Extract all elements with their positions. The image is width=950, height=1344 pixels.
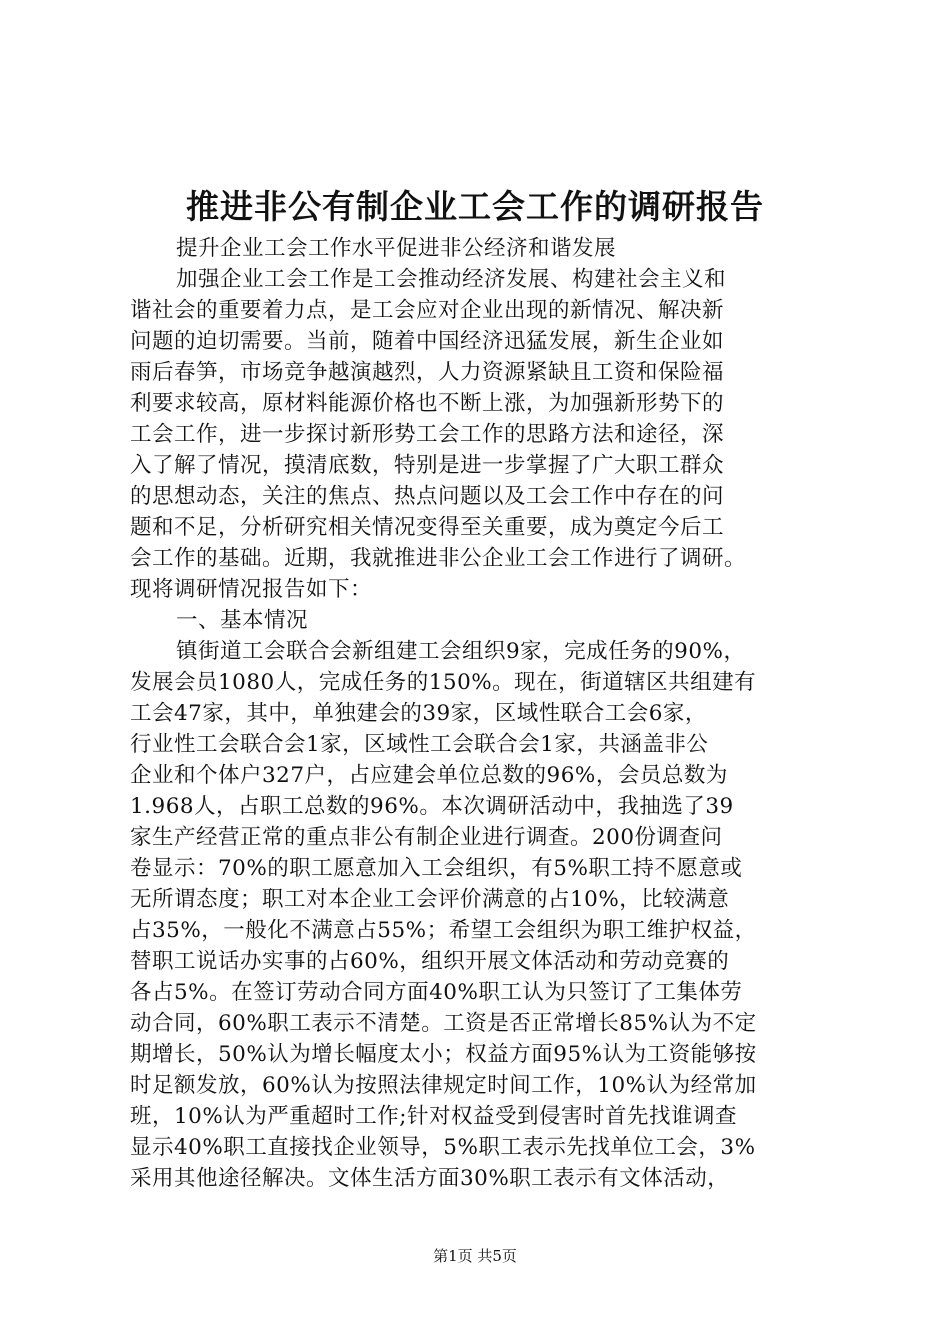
document-body (130, 233, 830, 1194)
paragraph-line: 卷显示：70%的职工愿意加入工会组织，有5%职工持不愿意或 (130, 856, 743, 881)
paragraph-line: 会工作的基础。近期，我就推进非公企业工会工作进行了调研。 (130, 546, 747, 571)
paragraph-line: 1.968人，占职工总数的96%。本次调研活动中，我抽选了39 (130, 794, 734, 819)
paragraph-line: 期增长，50%认为增长幅度太小；权益方面95%认为工资能够按 (130, 1042, 757, 1067)
paragraph-line: 显示40%职工直接找企业领导，5%职工表示先找单位工会，3% (130, 1135, 756, 1160)
paragraph-line: 行业性工会联合会1家，区域性工会联合会1家，共涵盖非公 (130, 732, 709, 757)
paragraph-line: 工会工作，进一步探讨新形势工会工作的思路方法和途径，深 (130, 422, 725, 447)
paragraph-line: 谐社会的重要着力点，是工会应对企业出现的新情况、解决新 (130, 298, 725, 323)
document-title: 推进非公有制企业工会工作的调研报告 (186, 187, 764, 226)
paragraph-line: 的思想动态，关注的焦点、热点问题以及工会工作中存在的问 (130, 484, 725, 509)
subtitle-line: 提升企业工会工作水平促进非公经济和谐发展 (176, 236, 617, 261)
paragraph-line: 加强企业工会工作是工会推动经济发展、构建社会主义和 (176, 267, 727, 292)
paragraph-line: 家生产经营正常的重点非公有制企业进行调查。200份调查问 (130, 825, 723, 850)
page-footer: 第1页 共5页 (433, 1247, 517, 1265)
paragraph-line: 替职工说话办实事的占60%，组织开展文体活动和劳动竞赛的 (130, 949, 730, 974)
paragraph-line: 无所谓态度；职工对本企业工会评价满意的占10%，比较满意 (130, 887, 730, 912)
paragraph-line: 时足额发放，60%认为按照法律规定时间工作，10%认为经常加 (130, 1073, 757, 1098)
paragraph-line: 工会47家，其中，单独建会的39家，区域性联合工会6家， (130, 701, 707, 726)
paragraph-line: 采用其他途径解决。文体生活方面30%职工表示有文体活动， (130, 1166, 730, 1191)
paragraph-line: 各占5%。在签订劳动合同方面40%职工认为只签订了工集体劳 (130, 980, 743, 1005)
paragraph-line: 题和不足，分析研究相关情况变得至关重要，成为奠定今后工 (130, 515, 725, 540)
paragraph-line: 雨后春笋，市场竞争越演越烈，人力资源紧缺且工资和保险福 (130, 360, 725, 385)
paragraph-line: 利要求较高，原材料能源价格也不断上涨，为加强新形势下的 (130, 391, 725, 416)
paragraph-line: 班，10%认为严重超时工作;针对权益受到侵害时首先找谁调查 (130, 1104, 738, 1129)
paragraph-line: 占35%，一般化不满意占55%；希望工会组织为职工维护权益， (130, 918, 757, 943)
paragraph-line: 现将调研情况报告如下： (130, 577, 373, 602)
paragraph-line: 镇街道工会联合会新组建工会组织9家，完成任务的90%， (176, 639, 746, 664)
paragraph-line: 发展会员1080人，完成任务的150%。现在，街道辖区共组建有 (130, 670, 757, 695)
paragraph-line: 入了解了情况，摸清底数，特别是进一步掌握了广大职工群众 (130, 453, 725, 478)
section-heading: 一、基本情况 (176, 608, 309, 633)
paragraph-line: 问题的迫切需要。当前，随着中国经济迅猛发展，新生企业如 (130, 329, 725, 354)
paragraph-line: 企业和个体户327户，占应建会单位总数的96%，会员总数为 (130, 763, 728, 788)
paragraph-line: 动合同，60%职工表示不清楚。工资是否正常增长85%认为不定 (130, 1011, 757, 1036)
